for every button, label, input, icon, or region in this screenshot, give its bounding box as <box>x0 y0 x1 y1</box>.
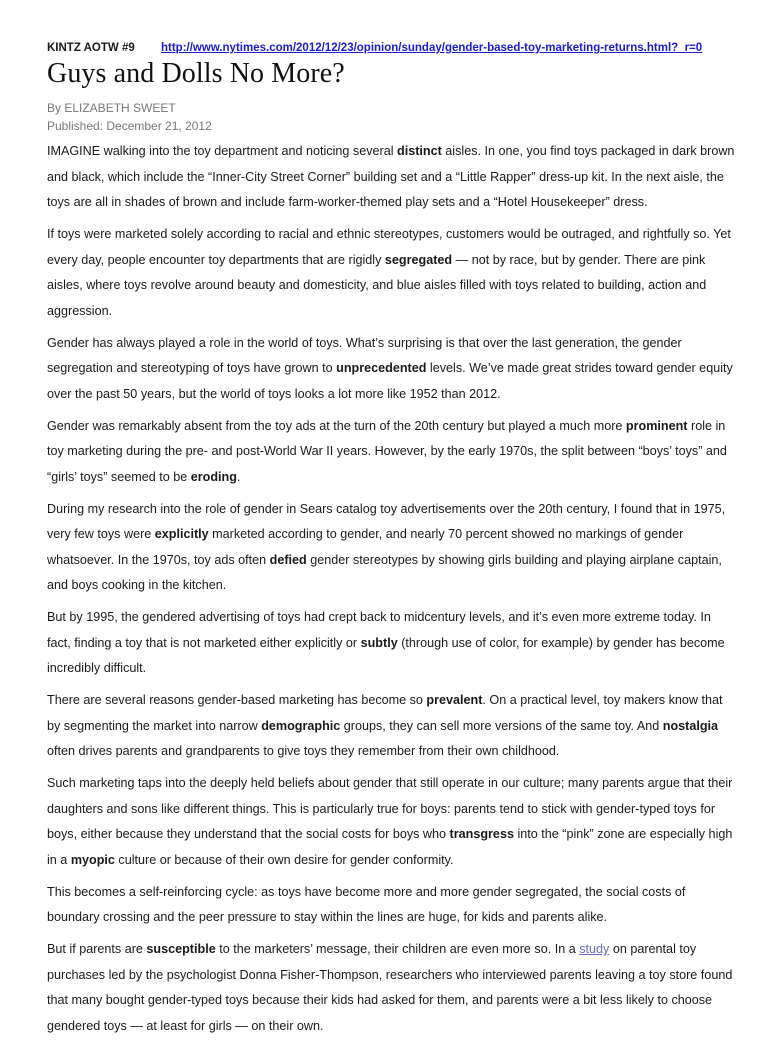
article-paragraph <box>47 222 737 324</box>
study-link[interactable]: study <box>579 942 610 956</box>
vocabulary-word: defied <box>269 552 307 567</box>
vocabulary-word: demographic <box>261 718 341 733</box>
vocabulary-word: eroding <box>190 469 237 484</box>
paragraph-text: . <box>236 469 241 484</box>
article-paragraph <box>47 139 737 216</box>
paragraph-text: to the marketers’ message, their children are even more so. In a <box>215 942 580 956</box>
paragraph-text: IMAGINE walking into the toy department and noticing several <box>47 144 398 158</box>
vocabulary-word: distinct <box>397 144 442 158</box>
vocabulary-word: explicitly <box>154 527 209 541</box>
paragraph-text: often drives parents and grandparents to give toys they remember from their own childhood. <box>47 744 560 758</box>
article-paragraph <box>47 497 737 599</box>
paragraph-text: levels. We’ve made great strides toward gender equity over the past 50 years, but the world of toys looks a lot more like 1952 than 2012. <box>47 361 733 401</box>
paragraph-text: gender stereotypes by showing girls building and playing airplane captain, and boys cooking in the kitchen. <box>47 552 722 592</box>
paragraph-text: groups, they can sell more versions of the same toy. And <box>340 718 663 733</box>
paragraph-text: — not by race, but by gender. There are pink aisles, where toys revolve around beauty and domesticity, and blue aisles filled with toys related to building, action and aggression. <box>47 252 707 318</box>
paragraph-text: role in toy marketing during the pre- and post-World War II years. However, by the early 1970s, the split between “boys’ toys” and “girls’ toys” seemed to be <box>47 418 727 484</box>
paragraph-text: During my research into the role of gender in Sears catalog toy advertisements over the 20th century, I found that in 1975, very few toys were <box>47 501 726 541</box>
paragraph-text: into the “pink” zone are especially high in a <box>47 827 733 867</box>
published-date: Published: December 21, 2012 <box>47 119 212 133</box>
vocabulary-word: susceptible <box>146 942 216 956</box>
vocabulary-word: subtly <box>360 635 398 650</box>
article-paragraph <box>47 605 737 682</box>
vocabulary-word: nostalgia <box>662 718 719 733</box>
paragraph-text: But if parents are <box>47 942 147 956</box>
article-body <box>47 139 737 1039</box>
vocabulary-word: myopic <box>70 852 115 867</box>
paragraph-text: But by 1995, the gendered advertising of toys had crept back to midcentury levels, and it’s even more extreme today. In fact, finding a toy that is not marketed either explicitly or <box>47 610 711 650</box>
paragraph-text: culture or because of their own desire for gender conformity. <box>114 852 454 867</box>
article-paragraph <box>47 414 737 491</box>
paragraph-text: marketed according to gender, and nearly 70 percent showed no markings of gender whatsoever. In the 1970s, toy ads often <box>47 527 684 567</box>
vocabulary-word: prominent <box>625 418 688 433</box>
article-paragraph <box>47 937 737 1039</box>
vocabulary-word: transgress <box>449 827 514 841</box>
paragraph-text: There are several reasons gender-based marketing has become so <box>47 693 427 707</box>
paragraph-text: on parental toy purchases led by the psychologist Donna Fisher-Thompson, researchers who interviewed parents leaving a toy store found that many bought gender-typed toys because their kids had asked for them, and parents were a bit less likely to choose gendered toys — at least for girls — on their own. <box>47 942 733 1033</box>
vocabulary-word: prevalent <box>426 693 483 707</box>
vocabulary-word: unprecedented <box>336 361 427 375</box>
header-line <box>47 40 737 57</box>
article-paragraph <box>47 771 737 873</box>
paragraph-text: aisles. In one, you find toys packaged in dark brown and black, which include the “Inner-City Street Corner” building set and a “Little Rapper” dress-up kit. In the next aisle, the toys are all in shades of brown and include farm-worker-themed play sets and a “Hotel Housekeeper” dress. <box>47 144 735 209</box>
article-paragraph <box>47 688 737 765</box>
paragraph-text: If toys were marketed solely according to racial and ethnic stereotypes, customers would be outraged, and rightfully so. Yet every day, people encounter toy departments that are rigidly <box>47 227 731 267</box>
paragraph-text: (through use of color, for example) by gender has become incredibly difficult. <box>47 635 725 675</box>
article-title: Guys and Dolls No More? <box>47 58 345 89</box>
byline: By ELIZABETH SWEET <box>47 101 176 115</box>
vocabulary-word: segregated <box>384 252 453 267</box>
source-url-link[interactable]: http://www.nytimes.com/2012/12/23/opinion/sunday/gender-based-toy-marketing-returns.html?_r=0 <box>161 42 703 54</box>
paragraph-text: . On a practical level, toy makers know that by segmenting the market into narrow <box>47 693 723 733</box>
paragraph-text: Gender was remarkably absent from the toy ads at the turn of the 20th century but played a much more <box>47 418 626 433</box>
document-page <box>47 40 737 1046</box>
article-paragraph <box>47 331 737 408</box>
assignment-label: KINTZ AOTW #9 <box>47 42 135 54</box>
article-paragraph <box>47 880 737 931</box>
paragraph-text: This becomes a self-reinforcing cycle: as toys have become more and more gender segregated, the social costs of boundary crossing and the peer pressure to stay within the lines are huge, for kids and parents alike. <box>47 884 686 924</box>
paragraph-text: Gender has always played a role in the world of toys. What’s surprising is that over the last generation, the gender segregation and stereotyping of toys have grown to <box>47 335 682 375</box>
paragraph-text: Such marketing taps into the deeply held beliefs about gender that still operate in our culture; many parents argue that their daughters and sons like different things. This is particularly true for boys: parents tend to stick with gender-typed toys for boys, either because they understand that the social costs for boys who <box>47 776 733 841</box>
